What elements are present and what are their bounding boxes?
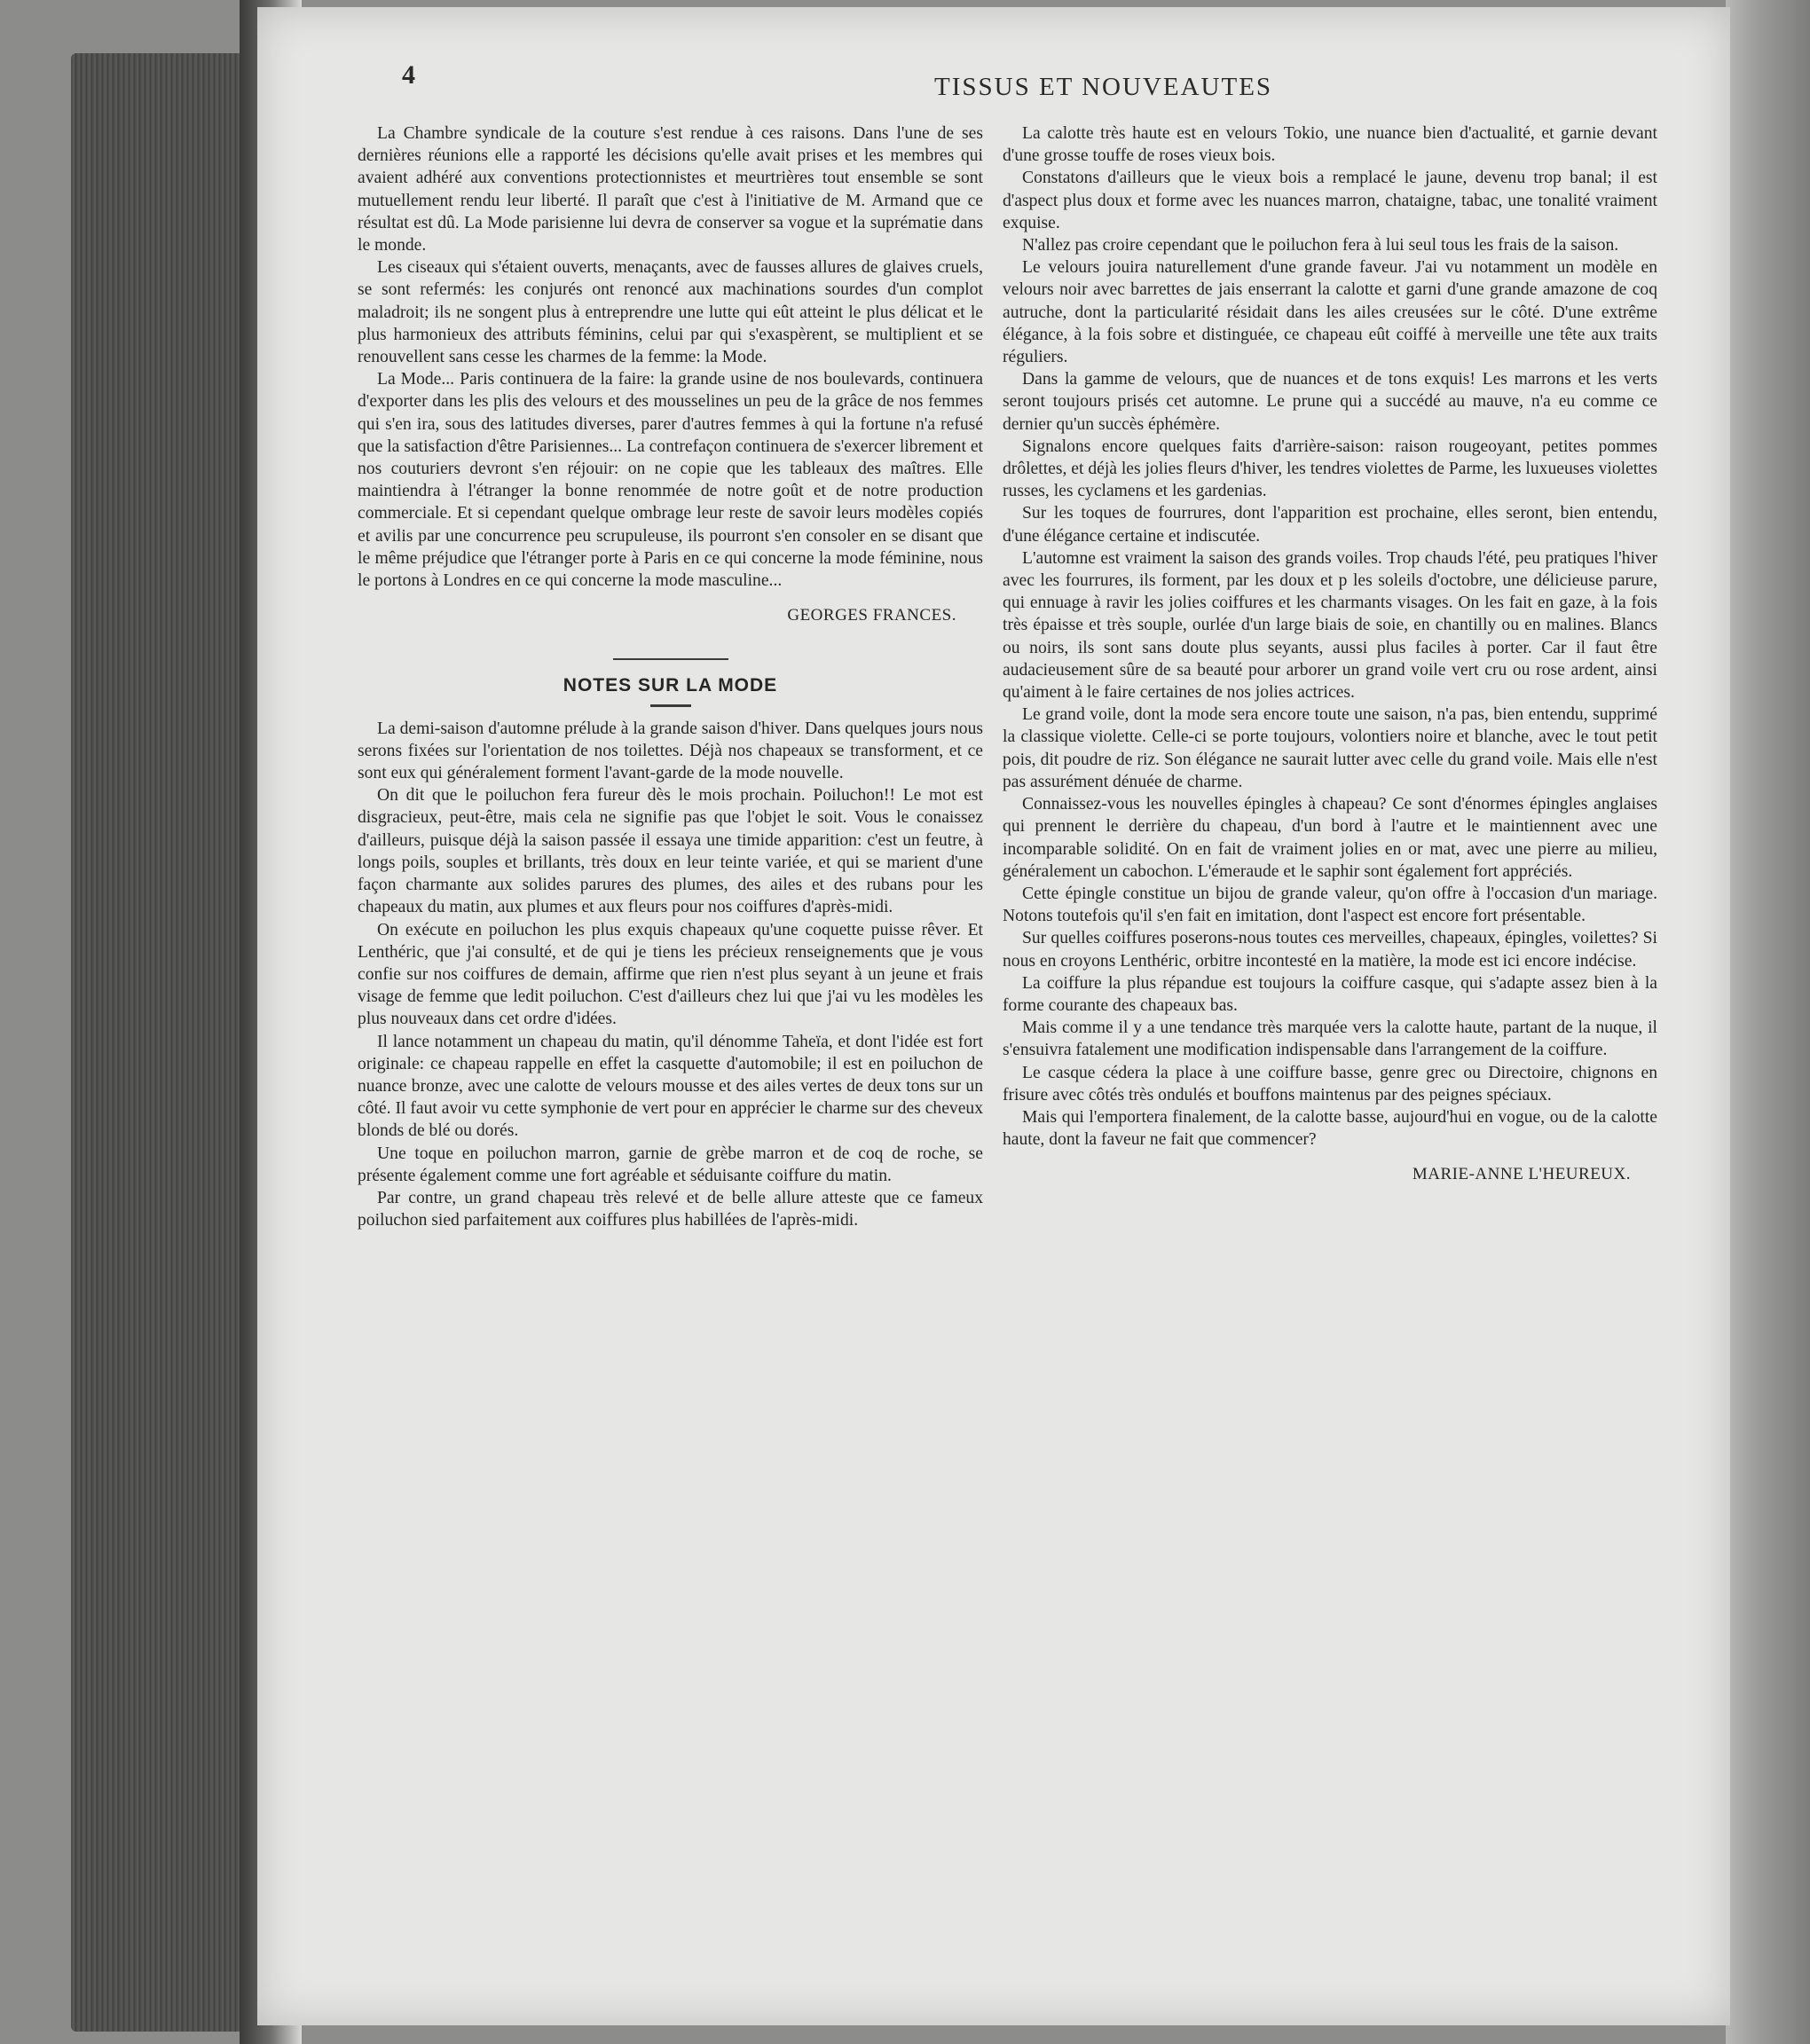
section-divider [613,658,728,660]
paragraph: Sur quelles coiffures poserons-nous toutes ces merveilles, chapeaux, épingles, voilettes? Si nous en croyons Lenthéric, orbitre incontesté en la matière, la mode est ici encore indécise. [1003,929,1657,971]
paragraph: Cette épingle constitue un bijou de grande valeur, qu'on offre à l'occasion d'un mariage. Notons toutefois qu'il s'en fait en imitation, dont l'aspect est encore fort présentable. [1003,884,1657,926]
paragraph: Le casque cédera la place à une coiffure basse, genre grec ou Directoire, chignons en frisure avec côtés très ondulés et bouffons maintenus par des peignes spéciaux. [1003,1063,1657,1105]
paragraph: La Mode... Paris continuera de la faire: la grande usine de nos boulevards, continuera d'exporter dans les plis des velours et des mousselines un peu de la grâce de nos femmes qui s'en ira, sous des latitudes diverses, parer d'autres femmes à qui la fortune n'a refusé que la satisfaction d'être Parisiennes... La contrefaçon continuera de s'exercer librement et nos couturiers devront s'en réjouir: on ne copie que les tableaux des maîtres. Elle maintiendra à l'étranger la bonne renommée de notre goût et de notre production commerciale. Et si cependant quelque ombrage leur reste de savoir leurs modèles copiés et avilis par une concurrence peu scrupuleuse, ils pourront s'en consoler en se disant que le même préjudice que l'étranger porte à Paris en ce qui concerne la mode féminine, nous le portons à Londres en ce qui concerne la mode masculine... [358,370,983,591]
running-title: TISSUS ET NOUVEAUTES [934,73,1273,101]
paragraph: L'automne est vraiment la saison des grands voiles. Trop chauds l'été, peu pratiques l'hiver avec les fourrures, ils forment, par les doux et p les soleils d'octobre, une délicieuse parure, qui ennuage à ravir les jolies coiffures et les charmants visages. On les fait en gaze, à la fois très épaisse et très souple, ourlée d'un large biais de soie, en chantilly ou en malines. Blancs ou noirs, ils sont sans doute plus seyants, aussi plus faciles à porter. Car il faut être audacieusement sûre de sa beauté pour arborer un grand voile vert cru ou rose ardent, ainsi qu'aiment à le faire certaines de nos jolies actrices. [1003,548,1657,703]
paragraph: Par contre, un grand chapeau très relevé et de belle allure atteste que ce fameux poiluchon sied parfaitement aux coiffures plus habillées de l'après-midi. [358,1188,983,1230]
paragraph: Il lance notamment un chapeau du matin, qu'il dénomme Taheïa, et dont l'idée est fort originale: ce chapeau rappelle en effet la casquette d'automobile; il est en poiluchon de nuance bronze, avec une calotte de velours mousse et des ailes vertes de deux tons sur un côté. Il faut avoir vu cette symphonie de vert pour en apprécier le charme sur des cheveux blonds de blé ou dorés. [358,1032,983,1141]
paragraph: Dans la gamme de velours, que de nuances et de tons exquis! Les marrons et les verts seront toujours prisés cet automne. Le prune qui a succédé au mauve, n'a eu comme ce dernier qu'un succès éphémère. [1003,370,1657,434]
paragraph: Connaissez-vous les nouvelles épingles à chapeau? Ce sont d'énormes épingles anglaises qui prennent le derrière du chapeau, d'un bord à l'autre et le maintiennent avec une incomparable solidité. On en fait de vraiment jolies en or mat, avec une pierre au milieu, généralement un cabochon. L'émeraude et le saphir sont également fort appréciés. [1003,795,1657,881]
paragraph: La Chambre syndicale de la couture s'est rendue à ces raisons. Dans l'une de ses dernières réunions elle a rapporté les décisions qu'elle avait prises et les membres qui avaient adhéré aux conventions protectionnistes et meurtrières tout ensemble se sont mutuellement rendu leur liberté. Il paraît que c'est à l'initiative de M. Armand que ce résultat est dû. La Mode parisienne lui devra de conserver sa vogue et la suprématie dans le monde. [358,124,983,256]
paragraph: Une toque en poiluchon marron, garnie de grèbe marron et de coq de roche, se présente également comme une fort agréable et séduisante coiffure du matin. [358,1144,983,1185]
paragraph: Mais qui l'emportera finalement, de la calotte basse, aujourd'hui en vogue, ou de la calotte haute, dont la faveur ne fait que commencer? [1003,1107,1657,1150]
scan-right-edge [1726,0,1810,2044]
paragraph: Le velours jouira naturellement d'une grande faveur. J'ai vu notamment un modèle en velours noir avec barrettes de jais enserrant la calotte et garni d'une grande amazone de coq autruche, dont la particularité résidait dans les ailes creusées sur le côté. D'une extrême élégance, à la fois sobre et distinguée, ce chapeau eût coiffé à merveille une tête aux traits réguliers. [1003,258,1657,367]
paragraph: N'allez pas croire cependant que le poiluchon fera à lui seul tous les frais de la saison. [1022,236,1619,256]
right-column [1003,122,1657,1186]
paragraph: Signalons encore quelques faits d'arrière-saison: raison rougeoyant, petites pommes drôlettes, et déjà les jolies fleurs d'hiver, les tendres violettes de Parme, les luxueuses violettes russes, les cyclamens et les gardenias. [1003,436,1657,501]
left-column [358,122,983,1231]
paragraph: Les ciseaux qui s'étaient ouverts, menaçants, avec de fausses allures de glaives cruels, se sont refermés: les conjurés ont renoncé aux machinations sourdes d'un complot maladroit; ils ne songent plus à entreprendre une lutte qui eût atteint le plus délicat et le plus harmonieux des attributs féminins, celui par qui s'exaspèrent, se multiplient et se renouvellent sans cesse les charmes de la femme: la Mode. [358,258,983,367]
section-title: NOTES SUR LA MODE [563,675,778,696]
page-number: 4 [402,60,415,90]
author-signature: GEORGES FRANCES. [787,606,956,625]
page-header [402,60,1697,105]
paragraph: La demi-saison d'automne prélude à la grande saison d'hiver. Dans quelques jours nous serons fixées sur l'orientation de nos toilettes. Déjà nos chapeaux se transforment, et ce sont eux qui généralement forment l'avant-garde de la mode nouvelle. [358,719,983,783]
paragraph: Le grand voile, dont la mode sera encore toute une saison, n'a pas, bien entendu, supprimé la classique violette. Celle-ci se porte toujours, volontiers noire et blanche, avec le tout petit pois, dit poudre de riz. Son élégance ne saurait lutter avec celle du grand voile. Mais elle n'est pas assurément dénuée de charme. [1003,705,1657,791]
paragraph: La calotte très haute est en velours Tokio, une nuance bien d'actualité, et garnie devant d'une grosse touffe de roses vieux bois. [1003,124,1657,166]
paragraph: La coiffure la plus répandue est toujours la coiffure casque, qui s'adapte assez bien à la forme courante des chapeaux bas. [1003,973,1657,1015]
paragraph: On dit que le poiluchon fera fureur dès le mois prochain. Poiluchon!! Le mot est disgracieux, peut-être, mais cela ne signifie pas que l'objet le soit. Vous le conaissez d'ailleurs, puisque déjà la saison passée il essaya une timide apparition: c'est un feutre, à longs poils, souples et brillants, très doux en leur teinte variée, et qui se marient d'une façon charmante aux solides parures des plumes, des ailes et des rubans pour les chapeaux du matin, aux plumes et aux fleurs pour nos coiffures d'après-midi. [358,786,983,917]
magazine-page [257,7,1730,2025]
paragraph: On exécute en poiluchon les plus exquis chapeaux qu'une coquette puisse rêver. Et Lenthéric, que j'ai consulté, et de qui je tiens les précieux renseignements que je vous confie sur nos coiffures de demain, affirme que rien n'est plus seyant à un jeune et frais visage de femme que ledit poiluchon. C'est d'ailleurs chez lui que j'ai vu les modèles les plus nouveaux dans cet ordre d'idées. [358,920,983,1029]
title-underline [650,704,691,707]
paragraph: Mais comme il y a une tendance très marquée vers la calotte haute, partant de la nuque, il s'ensuivra fatalement une modification indispensable dans l'arrangement de la coiffure. [1003,1018,1657,1060]
author-signature: MARIE-ANNE L'HEUREUX. [1412,1165,1631,1184]
paragraph: Constatons d'ailleurs que le vieux bois a remplacé le jaune, devenu trop banal; il est d'aspect plus doux et forme avec les nuances marron, chataigne, tabac, une tonalité vraiment exquise. [1003,169,1657,232]
paragraph: Sur les toques de fourrures, dont l'apparition est prochaine, elles seront, bien entendu, d'une élégance certaine et indiscutée. [1003,504,1657,546]
